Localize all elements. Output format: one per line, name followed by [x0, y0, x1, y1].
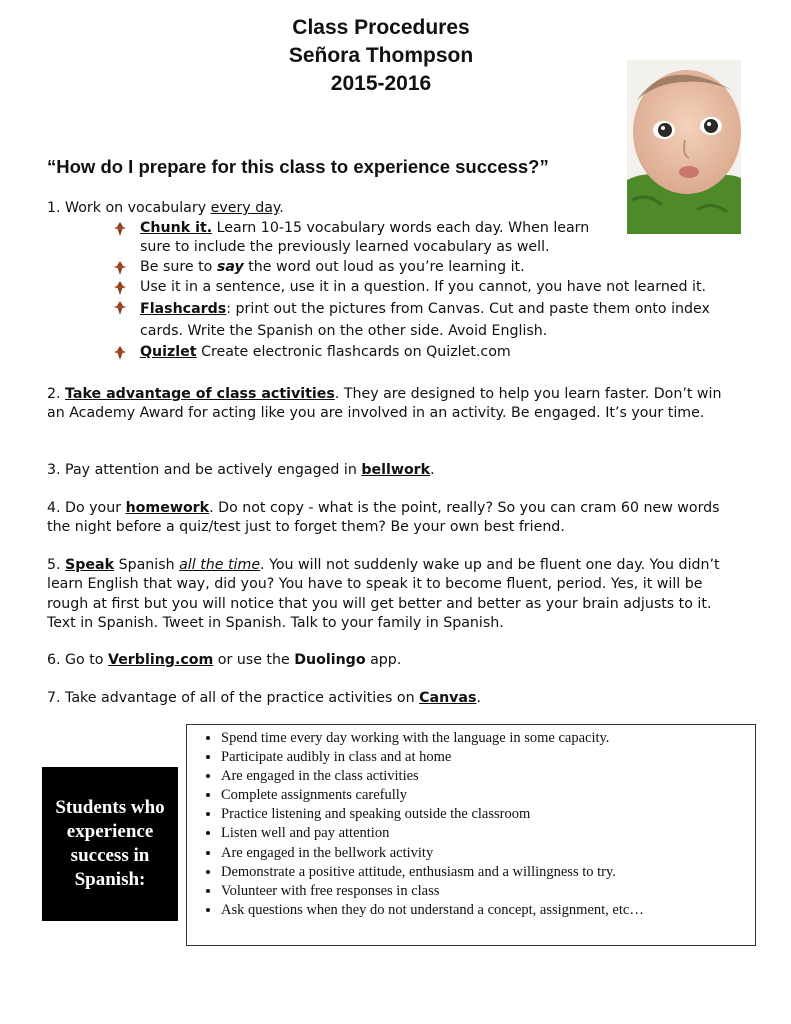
vocab-bullets [112, 219, 752, 362]
item-4-pre: 4. Do your [47, 500, 126, 516]
item-2-lead: Take advantage of class activities [65, 386, 335, 402]
item-5-pre: 5. [47, 557, 66, 573]
bullet-flashcards-text2: cards. Write the Spanish on the other side. Avoid English. [140, 323, 548, 340]
success-list [187, 729, 755, 920]
item-1-text: 1. Work on vocabulary [47, 200, 211, 216]
item-3-pre: 3. Pay attention and be actively engaged in [47, 462, 362, 478]
title-line-1: Class Procedures [292, 16, 470, 39]
bullet-flashcards-lead: Flashcards [140, 301, 227, 318]
bullet-quizlet [112, 343, 752, 362]
success-label-box [42, 767, 178, 921]
title-line-2: Señora Thompson [288, 44, 474, 67]
success-list-box [186, 724, 756, 946]
title-line-3: 2015-2016 [330, 72, 432, 95]
item-5-mid: Spanish [114, 557, 180, 573]
item-7-tail: . [476, 690, 481, 706]
list-item: • Listen well and pay attention [221, 824, 755, 843]
item-1-tail: . [279, 200, 284, 216]
item-7 [47, 689, 737, 708]
bullet-flashcards-text: : print out the pictures from Canvas. Cut and paste them onto index [226, 301, 710, 318]
item-5-text: . You will not suddenly wake up and be fluent one day. You didn’t learn English that way, did you? You have to speak it to become fluent, period. Yes, it will be rough at first but you will notice that you will get better and better as your brain adjusts to it. Text in Spanish. Tweet in Spanish. Talk to your family in Spanish. [47, 557, 720, 631]
guiding-question: “How do I prepare for this class to experience success?” [47, 156, 549, 177]
list-item: • Are engaged in the bellwork activity [221, 844, 755, 863]
bullet-chunk-text: Learn 10-15 vocabulary words each day. When learn [212, 220, 590, 236]
list-item: • Are engaged in the class activities [221, 767, 755, 786]
item-6-pre: 6. Go to [47, 652, 108, 668]
item-5 [47, 556, 737, 633]
fleur-bullet-icon [112, 280, 128, 296]
fleur-bullet-icon [112, 345, 128, 361]
item-5-lead: Speak [65, 557, 115, 573]
item-6-mid: or use the [213, 652, 295, 668]
item-3-tail: . [430, 462, 435, 478]
bullet-chunk-lead: Chunk it. [140, 220, 213, 236]
list-item: • Ask questions when they do not understand a concept, assignment, etc… [221, 901, 755, 920]
bullet-chunk [112, 219, 752, 258]
item-7-pre: 7. Take advantage of all of the practice activities on [47, 690, 420, 706]
success-label: Students who experience success in Spanish: [55, 797, 165, 890]
bullet-quizlet-text: Create electronic flashcards on Quizlet.com [196, 344, 511, 361]
list-item: • Volunteer with free responses in class [221, 882, 755, 901]
item-4 [47, 499, 737, 538]
bullet-say-text: the word out loud as you’re learning it. [243, 258, 525, 275]
fleur-bullet-icon [112, 300, 128, 316]
item-4-lead: homework [125, 500, 210, 516]
item-6 [47, 651, 737, 670]
bullet-quizlet-lead: Quizlet [140, 344, 197, 361]
item-4-text: . Do not copy - what is the point, really? So you can cram 60 new words the night before a quiz/test just to forget them? Be your own best friend. [47, 500, 720, 536]
bullet-say-emph: say [216, 258, 244, 275]
item-3 [47, 461, 737, 480]
item-5-emph: all the time [179, 557, 261, 573]
item-6-lead: Verbling.com [107, 652, 214, 668]
bullet-sentence-text: Use it in a sentence, use it in a question. If you cannot, you have not learned it. [140, 278, 707, 295]
list-item: • Spend time every day working with the language in some capacity. [221, 729, 755, 748]
item-1-emph: every day [210, 200, 280, 216]
list-item: • Practice listening and speaking outside the classroom [221, 805, 755, 824]
bullet-say-pre: Be sure to [140, 258, 217, 275]
bullet-chunk-text2: sure to include the previously learned vocabulary as well. [140, 239, 550, 256]
item-6-tail: app. [365, 652, 402, 668]
item-7-lead: Canvas [419, 690, 477, 706]
item-3-lead: bellwork [361, 462, 431, 478]
item-2 [47, 385, 737, 424]
bullet-sentence [112, 278, 752, 297]
item-6-lead2: Duolingo [294, 652, 366, 668]
list-item: • Demonstrate a positive attitude, enthusiasm and a willingness to try. [221, 863, 755, 882]
list-item: • Participate audibly in class and at home [221, 748, 755, 767]
fleur-bullet-icon [112, 221, 128, 237]
bullet-say [112, 258, 752, 277]
list-item: • Complete assignments carefully [221, 786, 755, 805]
item-2-num: 2. [47, 386, 66, 402]
bullet-flashcards [112, 298, 752, 342]
item-2-text: . They are designed to help you learn faster. Don’t win an Academy Award for acting like you are involved in an activity. Be engaged. It’s your time. [47, 386, 722, 422]
item-1 [47, 199, 737, 218]
fleur-bullet-icon [112, 260, 128, 276]
